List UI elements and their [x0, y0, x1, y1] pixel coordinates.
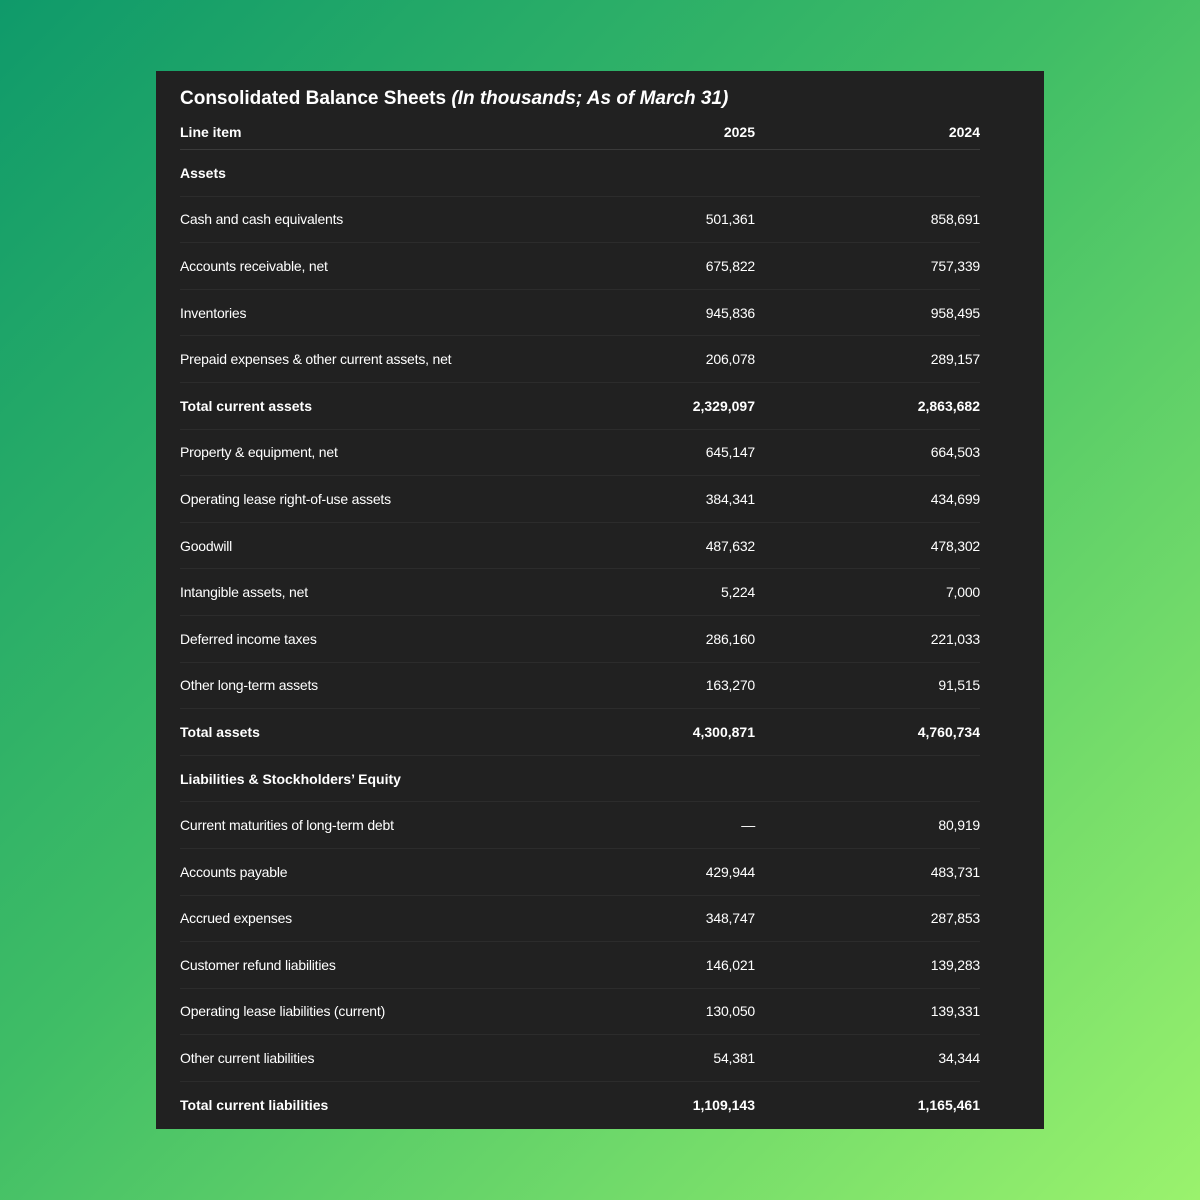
- row-label: Accrued expenses: [180, 895, 580, 942]
- row-value-2024: 434,699: [755, 476, 980, 523]
- row-value-2025: 54,381: [580, 1035, 755, 1082]
- total-row-current-liabilities: [180, 1081, 980, 1127]
- row-value-2025: 163,270: [580, 662, 755, 709]
- row-value-2025: 645,147: [580, 429, 755, 476]
- balance-sheet-card: [156, 71, 1044, 1129]
- row-value-2025: 384,341: [580, 476, 755, 523]
- row-label: Cash and cash equivalents: [180, 196, 580, 243]
- row-value-2024: 664,503: [755, 429, 980, 476]
- table-body: [180, 150, 980, 1128]
- row-value-2025: 4,300,871: [580, 709, 755, 756]
- row-value-2025: 945,836: [580, 289, 755, 336]
- row-value-2024: [755, 755, 980, 802]
- section-row-liabilities-equity: [180, 755, 980, 802]
- row-value-2024: 139,331: [755, 988, 980, 1035]
- row-label: Deferred income taxes: [180, 615, 580, 662]
- row-value-2024: 1,165,461: [917, 1096, 980, 1113]
- row-label: Goodwill: [180, 522, 580, 569]
- row-value-2024: 80,919: [755, 802, 980, 849]
- row-value-2024: 757,339: [755, 243, 980, 290]
- row-value-2024: 91,515: [755, 662, 980, 709]
- row-label: Customer refund liabilities: [180, 942, 580, 989]
- row-value-2025: 1,109,143: [692, 1096, 755, 1113]
- row-value-2024: 958,495: [755, 289, 980, 336]
- row-value-2025: 501,361: [580, 196, 755, 243]
- table-row: [180, 336, 980, 383]
- row-label: Accounts receivable, net: [180, 243, 580, 290]
- row-value-2025: 206,078: [580, 336, 755, 383]
- row-label: Other current liabilities: [180, 1035, 580, 1082]
- title-text: Consolidated Balance Sheets: [180, 88, 447, 109]
- row-label: Assets: [180, 150, 580, 197]
- header-row: [180, 115, 980, 150]
- table-row: [180, 569, 980, 616]
- table-title: [180, 88, 728, 110]
- table-subtitle: (In thousands; As of March 31): [451, 88, 729, 109]
- header-2024: 2024: [755, 115, 980, 150]
- row-value-2024: 2,863,682: [755, 382, 980, 429]
- table-row: [180, 243, 980, 290]
- row-label: Prepaid expenses & other current assets, net: [180, 336, 580, 383]
- table-row: [180, 662, 980, 709]
- row-value-2025: 348,747: [580, 895, 755, 942]
- table-row: [180, 196, 980, 243]
- row-value-2024: 289,157: [755, 336, 980, 383]
- row-value-2024: 483,731: [755, 848, 980, 895]
- row-label: Inventories: [180, 289, 580, 336]
- row-label: Total current liabilities: [180, 1096, 329, 1113]
- row-value-2024: 221,033: [755, 615, 980, 662]
- total-row-current-assets: [180, 382, 980, 429]
- header-line-item: Line item: [180, 115, 580, 150]
- section-row-assets: [180, 150, 980, 197]
- row-value-2025: 487,632: [580, 522, 755, 569]
- row-value-2025: 146,021: [580, 942, 755, 989]
- row-value-2025: 286,160: [580, 615, 755, 662]
- table-row: [180, 615, 980, 662]
- table-row: [180, 895, 980, 942]
- row-label: Accounts payable: [180, 848, 580, 895]
- row-label: Operating lease right-of-use assets: [180, 476, 580, 523]
- table-header: [180, 115, 980, 150]
- row-value-2024: 858,691: [755, 196, 980, 243]
- row-value-2025: [580, 755, 755, 802]
- table-row: [180, 802, 980, 849]
- row-value-2024: 34,344: [755, 1035, 980, 1082]
- row-value-2024: 7,000: [755, 569, 980, 616]
- row-value-2025: 429,944: [580, 848, 755, 895]
- table-row: [180, 848, 980, 895]
- table-row: [180, 1035, 980, 1082]
- row-label: Intangible assets, net: [180, 569, 580, 616]
- row-label: Other long-term assets: [180, 662, 580, 709]
- row-value-2024: [755, 150, 980, 197]
- row-label: Current maturities of long-term debt: [180, 802, 580, 849]
- row-label: Liabilities & Stockholders’ Equity: [180, 755, 580, 802]
- table-row: [180, 942, 980, 989]
- row-label: Property & equipment, net: [180, 429, 580, 476]
- table-row: [180, 476, 980, 523]
- row-value-2025: 130,050: [580, 988, 755, 1035]
- row-value-2025: [580, 150, 755, 197]
- row-value-2025: 675,822: [580, 243, 755, 290]
- header-2025: 2025: [580, 115, 755, 150]
- table-row: [180, 988, 980, 1035]
- row-value-2025: 2,329,097: [580, 382, 755, 429]
- row-label: Total current assets: [180, 382, 580, 429]
- total-row-assets: [180, 709, 980, 756]
- row-value-2024: 287,853: [755, 895, 980, 942]
- table-row: [180, 289, 980, 336]
- row-value-2024: 4,760,734: [755, 709, 980, 756]
- table-row: [180, 429, 980, 476]
- table-row: [180, 522, 980, 569]
- balance-sheet-table: [180, 115, 980, 1127]
- row-label: Total assets: [180, 709, 580, 756]
- row-label: Operating lease liabilities (current): [180, 988, 580, 1035]
- row-value-2025: —: [580, 802, 755, 849]
- row-value-2024: 478,302: [755, 522, 980, 569]
- row-value-2024: 139,283: [755, 942, 980, 989]
- row-value-2025: 5,224: [580, 569, 755, 616]
